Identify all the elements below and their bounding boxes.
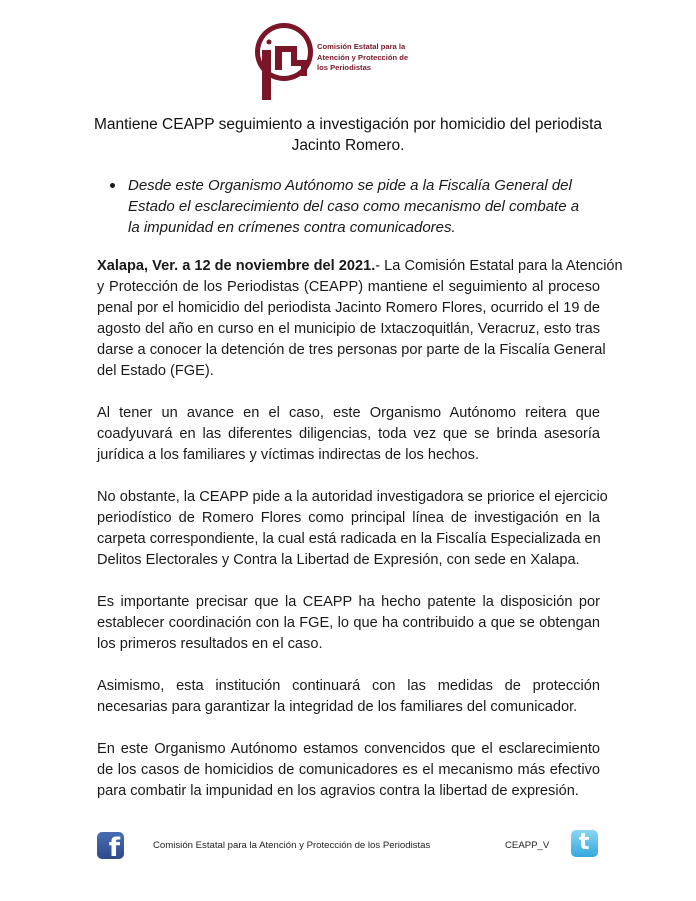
ceapp-logo — [253, 20, 413, 102]
paragraph-line: carpeta correspondiente, la cual está radicada en la Fiscalía Especializada en — [97, 531, 601, 547]
paragraph-text: - La Comisión Estatal para la Atención — [375, 258, 623, 274]
paragraph-line: para combatir la impunidad en los agravios contra la libertad de expresión. — [97, 783, 579, 799]
press-release-body — [97, 256, 623, 823]
logo-mark — [253, 20, 317, 102]
paragraph-line: agosto del año en curso en el municipio de Ixtaczoquitlán, Veracruz, esto tras — [97, 321, 600, 337]
paragraph-line: necesarias para garantizar la integridad de los familiares del comunicador. — [97, 699, 578, 715]
paragraph — [97, 403, 600, 466]
facebook-icon[interactable] — [97, 832, 124, 859]
title-line: Jacinto Romero. — [291, 137, 405, 154]
paragraph-line: del Estado (FGE). — [97, 363, 214, 379]
paragraph-line: y Protección de los Periodistas (CEAPP) mantiene el seguimiento al proceso — [97, 279, 600, 295]
paragraph-line: establecer coordinación con la FGE, lo que ha contribuido a que se obtengan — [97, 615, 600, 631]
twitter-icon[interactable] — [571, 830, 598, 857]
paragraph-line — [97, 256, 623, 277]
summary-line: la impunidad en crímenes contra comunicadores. — [128, 219, 456, 236]
press-release-title — [60, 114, 636, 156]
paragraph — [97, 487, 608, 571]
logo-line: Comisión Estatal para la — [317, 42, 406, 51]
dateline: Xalapa, Ver. a 12 de noviembre del 2021. — [97, 258, 376, 274]
paragraph-line: de los casos de homicidios de comunicadores es el mecanismo más efectivo — [97, 762, 600, 778]
paragraph — [97, 592, 600, 655]
page-footer — [0, 828, 696, 868]
paragraph-line: jurídica a los familiares y víctimas indirectas de los hechos. — [97, 447, 480, 463]
paragraph-line: coadyuvará en las diferentes diligencias, toda vez que se brinda asesoría — [97, 426, 600, 442]
facebook-glyph: f — [108, 833, 120, 859]
paragraph-line: periodístico de Romero Flores como principal línea de investigación en la — [97, 510, 600, 526]
paragraph-line: penal por el homicidio del periodista Jacinto Romero Flores, ocurrido el 19 de — [97, 300, 600, 316]
logo-line: los Periodistas — [317, 63, 372, 72]
summary-line: Desde este Organismo Autónomo se pide a la Fiscalía General del — [128, 177, 572, 194]
twitter-handle[interactable]: CEAPP_V — [505, 840, 550, 851]
title-line: Mantiene CEAPP seguimiento a investigación por homicidio del periodista — [93, 116, 603, 133]
logo-line: Atención y Protección de — [317, 52, 409, 62]
paragraph-line: darse a conocer la detención de tres personas por parte de la Fiscalía General — [97, 342, 606, 358]
paragraph-line: Delitos Electorales y Contra la Libertad de Expresión, con sede en Xalapa. — [97, 552, 580, 568]
summary-bullet — [108, 175, 600, 238]
footer-organization: Comisión Estatal para la Atención y Protección de los Periodistas — [153, 840, 431, 851]
paragraph — [97, 676, 600, 718]
paragraph-line: No obstante, la CEAPP pide a la autoridad investigadora se priorice el ejercicio — [97, 489, 608, 505]
paragraph-line: Es importante precisar que la CEAPP ha hecho patente la disposición por — [97, 594, 600, 610]
paragraph-line: Asimismo, esta institución continuará con las medidas de protección — [97, 678, 600, 694]
paragraph — [97, 256, 623, 382]
logo-text — [317, 42, 417, 74]
paragraph-line: Al tener un avance en el caso, este Organismo Autónomo reitera que — [97, 405, 600, 421]
paragraph — [97, 739, 600, 802]
paragraph-line: los primeros resultados en el caso. — [97, 636, 323, 652]
twitter-glyph: t — [579, 830, 590, 855]
paragraph-line: En este Organismo Autónomo estamos convencidos que el esclarecimiento — [97, 741, 600, 757]
summary-line: Estado el esclarecimiento del caso como mecanismo del combate a — [128, 198, 580, 215]
